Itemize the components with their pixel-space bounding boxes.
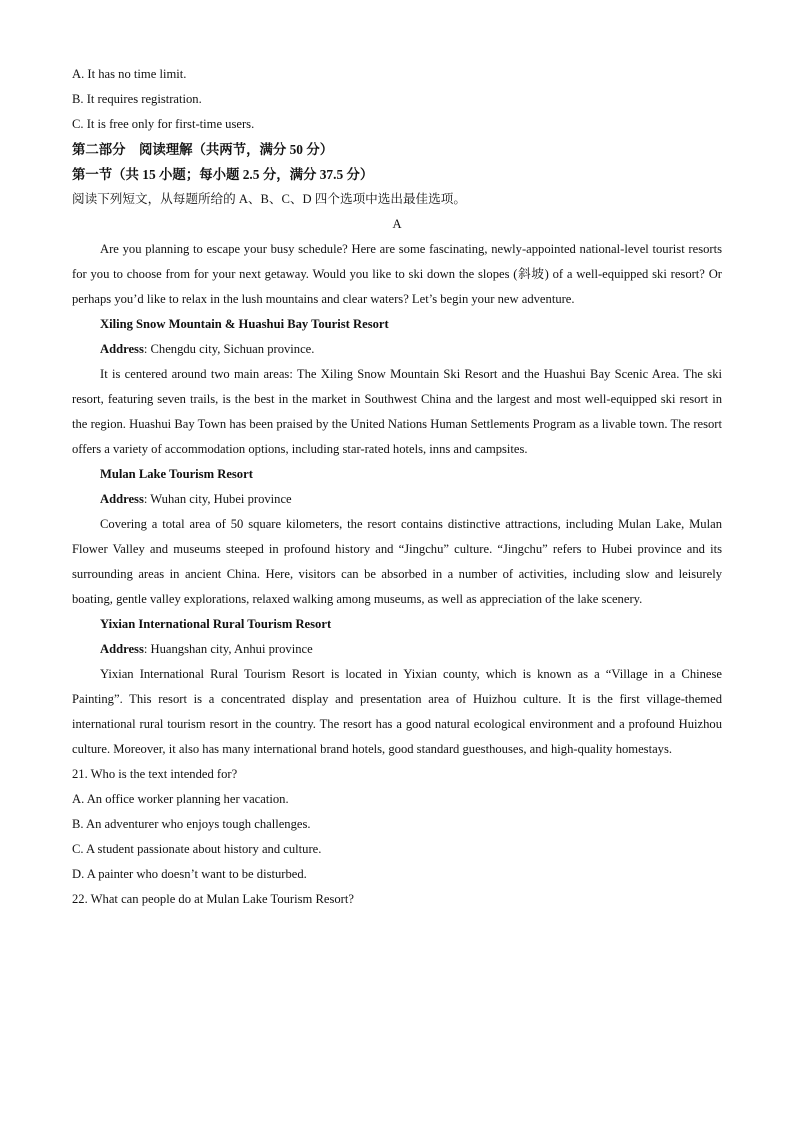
resort-title: Yixian International Rural Tourism Resort xyxy=(100,617,332,631)
question-21-option-b: B. An adventurer who enjoys tough challenges. xyxy=(72,817,311,831)
option-c: C. It is free only for first-time users. xyxy=(72,117,255,131)
address-value: : Huangshan city, Anhui province xyxy=(143,642,313,656)
resort-description: Covering a total area of 50 square kilometers, the resort contains distinctive attractions, including Mulan Lake, Mulan Flower Valley and museums steeped in profound history and “Jingchu” culture. “Jingchu” refers to Hubei province and its surrounding areas in ancient China. Here, visitors can be absorbed in a number of activities, including slow and leisurely boating, gentle valley explorations, relaxed walking among museums, as well as appreciation of the lake scenery. xyxy=(72,517,722,606)
resort-description: Yixian International Rural Tourism Resort is located in Yixian county, which is known as a “Village in a Chinese Painting”. This resort is a concentrated display and presentation area of Huizhou culture. It is the first village-themed international rural tourism resort in the country. The resort has a good natural ecological environment and a profound Huizhou culture. Moreover, it also has many international brand hotels, good standard guesthouses, and high-quality homestays. xyxy=(72,667,722,756)
question-21-option-c: C. A student passionate about history and culture. xyxy=(72,842,322,856)
passage-label: A xyxy=(392,217,402,231)
address-label: Address xyxy=(100,642,144,656)
resort-title: Xiling Snow Mountain & Huashui Bay Tourist Resort xyxy=(100,317,389,331)
address-value: : Chengdu city, Sichuan province. xyxy=(143,342,315,356)
resort-address xyxy=(72,637,722,662)
question-21-option-d: D. A painter who doesn’t want to be disturbed. xyxy=(72,867,307,881)
question-21-stem: 21. Who is the text intended for? xyxy=(72,767,238,781)
address-label: Address xyxy=(100,342,144,356)
intro-paragraph: Are you planning to escape your busy schedule? Here are some fascinating, newly-appointed national-level tourist resorts for you to choose from for your next getaway. Would you like to ski down the slopes (斜坡) of a well-equipped ski resort? Or perhaps you’d like to relax in the lush mountains and clear waters? Let’s begin your new adventure. xyxy=(72,242,722,306)
section-heading: 第一节（共 15 小题；每小题 2.5 分，满分 37.5 分） xyxy=(72,167,374,182)
question-22-stem: 22. What can people do at Mulan Lake Tourism Resort? xyxy=(72,892,354,906)
resort-address xyxy=(72,487,722,512)
instruction: 阅读下列短文，从每题所给的 A、B、C、D 四个选项中选出最佳选项。 xyxy=(72,192,466,206)
resort-address xyxy=(72,337,722,362)
option-b: B. It requires registration. xyxy=(72,92,202,106)
option-a: A. It has no time limit. xyxy=(72,67,187,81)
exam-page xyxy=(72,62,722,912)
part-heading: 第二部分 阅读理解（共两节，满分 50 分） xyxy=(72,142,334,157)
question-21-option-a: A. An office worker planning her vacation. xyxy=(72,792,289,806)
address-value: : Wuhan city, Hubei province xyxy=(143,492,292,506)
address-label: Address xyxy=(100,492,144,506)
resort-title: Mulan Lake Tourism Resort xyxy=(100,467,253,481)
resort-description: It is centered around two main areas: The Xiling Snow Mountain Ski Resort and the Huashui Bay Scenic Area. The ski resort, featuring seven trails, is the best in the market in Southwest China and the largest and most well-equipped ski resort in the region. Huashui Bay Town has been praised by the United Nations Human Settlements Program as a livable town. The resort offers a variety of accommodation options, including star-rated hotels, inns and campsites. xyxy=(72,367,722,456)
